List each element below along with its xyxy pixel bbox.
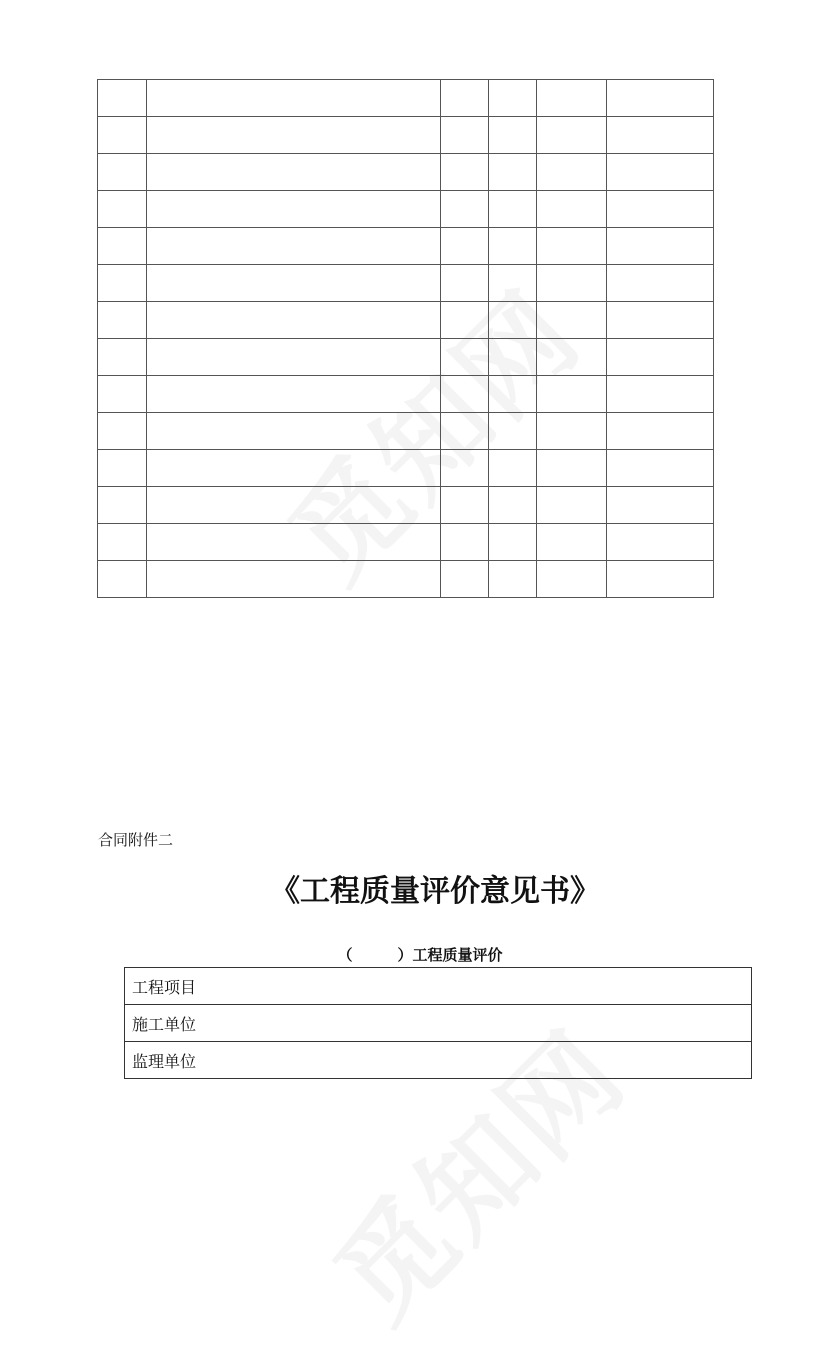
section-subtitle: （ ）工程质量评价 <box>337 946 503 964</box>
table-cell <box>441 117 489 154</box>
table-cell <box>98 524 147 561</box>
table-cell <box>147 191 441 228</box>
table-cell <box>607 265 714 302</box>
table-cell <box>441 413 489 450</box>
table-cell <box>489 80 537 117</box>
table-cell <box>441 191 489 228</box>
table-cell <box>489 265 537 302</box>
table-cell <box>607 339 714 376</box>
table-row <box>98 376 714 413</box>
table-cell <box>537 154 607 191</box>
table-cell <box>98 561 147 598</box>
table-row <box>125 968 752 1005</box>
table-cell <box>441 228 489 265</box>
table-cell <box>147 487 441 524</box>
table-cell <box>537 191 607 228</box>
table-cell <box>489 413 537 450</box>
table-cell <box>489 376 537 413</box>
table-cell <box>489 117 537 154</box>
table-cell <box>441 561 489 598</box>
table-cell <box>607 524 714 561</box>
table-cell <box>147 413 441 450</box>
table-cell <box>537 561 607 598</box>
table-cell <box>147 265 441 302</box>
info-cell-project: 工程项目 <box>125 968 752 1005</box>
table-row <box>125 1005 752 1042</box>
table-cell <box>489 228 537 265</box>
table-cell <box>489 154 537 191</box>
empty-grid-table <box>97 79 714 598</box>
table-cell <box>607 191 714 228</box>
table-cell <box>98 154 147 191</box>
table-cell <box>441 265 489 302</box>
table-cell <box>98 339 147 376</box>
table-cell <box>98 80 147 117</box>
table-cell <box>441 302 489 339</box>
table-cell <box>537 487 607 524</box>
table-row <box>98 191 714 228</box>
table-cell <box>98 413 147 450</box>
table-row <box>98 524 714 561</box>
table-cell <box>607 154 714 191</box>
project-info-table <box>124 967 752 1079</box>
table-row <box>98 302 714 339</box>
table-cell <box>441 154 489 191</box>
table-cell <box>607 561 714 598</box>
table-row <box>98 228 714 265</box>
info-cell-supervisor: 监理单位 <box>125 1042 752 1079</box>
attachment-label: 合同附件二 <box>98 831 174 849</box>
table-cell <box>537 524 607 561</box>
table-cell <box>607 450 714 487</box>
table-cell <box>537 80 607 117</box>
table-row <box>98 450 714 487</box>
table-cell <box>441 80 489 117</box>
table-row <box>98 154 714 191</box>
table-cell <box>489 524 537 561</box>
table-cell <box>607 117 714 154</box>
table-cell <box>537 339 607 376</box>
table-cell <box>607 413 714 450</box>
table-cell <box>147 302 441 339</box>
table-cell <box>537 376 607 413</box>
table-cell <box>537 117 607 154</box>
table-cell <box>441 524 489 561</box>
table-cell <box>489 561 537 598</box>
table-cell <box>147 524 441 561</box>
table-cell <box>147 117 441 154</box>
table-cell <box>147 228 441 265</box>
table-row <box>98 561 714 598</box>
table-row <box>98 413 714 450</box>
table-cell <box>98 117 147 154</box>
table-cell <box>537 413 607 450</box>
table-cell <box>607 302 714 339</box>
table-cell <box>441 339 489 376</box>
table-cell <box>607 228 714 265</box>
table-row <box>98 265 714 302</box>
document-title: 《工程质量评价意见书》 <box>270 874 600 909</box>
table-row <box>98 80 714 117</box>
table-cell <box>537 228 607 265</box>
table-cell <box>489 339 537 376</box>
table-cell <box>98 487 147 524</box>
table-cell <box>441 450 489 487</box>
table-cell <box>489 191 537 228</box>
table-cell <box>537 265 607 302</box>
table-cell <box>147 450 441 487</box>
info-cell-contractor: 施工单位 <box>125 1005 752 1042</box>
table-cell <box>489 302 537 339</box>
table-cell <box>98 376 147 413</box>
table-cell <box>98 450 147 487</box>
table-row <box>98 339 714 376</box>
table-row <box>98 487 714 524</box>
table-cell <box>489 450 537 487</box>
table-cell <box>98 228 147 265</box>
table-cell <box>607 376 714 413</box>
table-cell <box>441 376 489 413</box>
table-cell <box>147 80 441 117</box>
table-cell <box>98 191 147 228</box>
table-row <box>125 1042 752 1079</box>
table-cell <box>98 302 147 339</box>
table-row <box>98 117 714 154</box>
table-cell <box>537 450 607 487</box>
table-cell <box>441 487 489 524</box>
table-cell <box>489 487 537 524</box>
table-cell <box>607 80 714 117</box>
table-cell <box>147 154 441 191</box>
table-cell <box>537 302 607 339</box>
table-cell <box>98 265 147 302</box>
table-cell <box>147 561 441 598</box>
table-cell <box>607 487 714 524</box>
table-cell <box>147 376 441 413</box>
table-cell <box>147 339 441 376</box>
